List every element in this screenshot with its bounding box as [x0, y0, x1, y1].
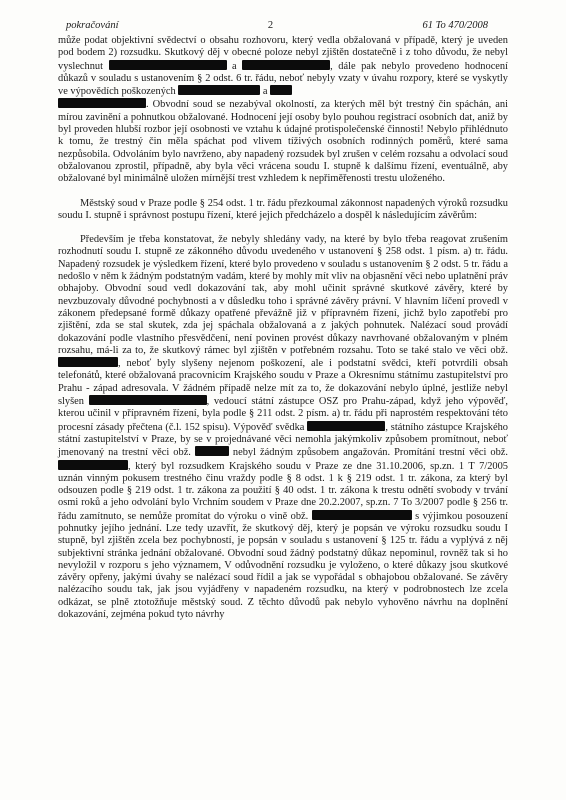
redaction-block — [58, 357, 118, 367]
redaction-block — [58, 98, 146, 108]
redaction-block — [195, 446, 229, 456]
redaction-block — [58, 460, 128, 470]
page-header — [58, 20, 508, 31]
redaction-block — [307, 421, 385, 431]
redaction-block — [89, 395, 207, 405]
redaction-block — [178, 85, 260, 95]
header-case-number: 61 To 470/2008 — [422, 20, 488, 31]
redaction-block — [312, 510, 412, 520]
header-continuation: pokračování — [66, 20, 119, 31]
paragraph-findings: Především je třeba konstatovat, že nebyly shledány vady, na které by bylo třeba reagovat zrušením rozhodnutí soudu I. stupně ze zákonného důvodu uvedeného v ustanovení § 258 odst. 1 písm. a) tr. řádu. Napadený rozsudek je výsledkem řízení, které bylo provedeno v souladu s ustanovením § 2 odst. 5 tr. řádu a nedošlo v něm k žádným podstatným vadám, které by mohly mít vliv na objasnění věci nebo uplatnění práv obhajoby. Obvodní soud vedl dokazování tak, aby mohl učinit správné skutkové závěry, které by nevzbuzovaly důvodné pochybnosti a v důsledku toho i správné závěry právní. V hlavním líčení provedl v zákonem předepsané formě důkazy opatřené převážně již v přípravném řízení, jichž bylo zapotřebí pro zjištění, zda se stal skutek, zda jej spáchala obžalovaná a z jakých pohnutek. Nalézací soud provádí dokazování podle vlastního přesvědčení, není povinen provést důkazy navrhované obžalovaným v plném rozsahu, má-li za to, že skutkový rámec byl zjištěn v potřebném rozsahu. Toto se také stalo ve věci obž. , neboť byly slyšeny nejenom poškození, ale i podstatní svědci, kteří potvrdili obsah telefonátů, které obžalovaná pracovnicím Krajského soudu v Praze a Okresnímu státnímu zastupitelství pro Prahu - západ adresovala. V žádném případě nelze mít za to, že dokazování nebylo úplné, jestliže nebyl slyšen , vedoucí státní zástupce OSZ pro Prahu-západ, když jeho výpověď, kterou učinil v přípravném řízení, byla podle § 211 odst. 2 písm. a) tr. řádu při naprostém respektování této procesní zásady přečtena (č.l. 152 spisu). Výpověď svědka , státního zástupce Krajského státní zastupitelství v Praze, by se v projednávané věci nemohla jakýmkoliv způsobem promítnout, neboť jmenovaný na trestní věci obž. nebyl žádným způsobem angažován. Promítání trestní věci obž. , který byl rozsudkem Krajského soudu v Praze ze dne 31.10.2006, sp.zn. 1 T 7/2005 uznán vinným pokusem trestného činu vraždy podle § 8 odst. 1 k § 219 odst. 1 tr. zákona, za který byl odsouzen podle § 219 odst. 1 tr. zákona za použití § 40 odst. 1 tr. zákona k trestu odnětí svobody v trvání osmi roků a jeho odvolání bylo Vrchním soudem v Praze dne 20.2.2007, sp.zn. 7 To 3/2007 podle § 256 tr. řádu zamítnuto, se nemůže promítat do výroku o vině obž. s výjimkou posouzení pohnutky jejího jednání. Lze tedy uzavřít, že skutkový děj, který je popsán ve výroku rozsudku soudu I stupně, byl zjištěn zcela bez pochybností, je popsán v souladu s ustanovení § 125 tr. řádu a vyplývá z něj subjektivní stránka jednání obžalované. Obvodní soud žádný podstatný důkaz nepominul, rovněž tak si ho nevyložil v rozporu s jeho významem, V odůvodnění rozsudku je vyloženo, o které důkazy jsou skutkové závěry opřeny, jakými úvahy se nalézací soud řídil a jak se vypořádal s obhajobou obžalované. Se závěry nalézacího soudu tak, jak jsou vyjádřeny v napadeném rozsudku, na který v podrobnostech lze zcela odkázat, se plně ztotožňuje městský soud. Z těchto důvodů pak nebylo vyhověno návrhu na doplnění dokazování, zejména pokud tyto návrhy — [58, 234, 509, 621]
header-page-number: 2 — [267, 20, 274, 31]
redaction-block — [270, 85, 292, 95]
redaction-block — [242, 60, 330, 70]
paragraph-appeal-arguments: může podat objektivní svědectví o obsahu rozhovoru, který vedla obžalovaná v případě, který je uveden pod bodem 2) rozsudku. Skutkový děj v obecné poloze nebyl zjištěn dostatečně i z toho důvodu, že nebyl vyslechnut a , dále pak nebylo provedeno hodnocení důkazů v souladu s ustanovením § 2 odst. 6 tr. řádu, neboť nebyly vzaty v úvahu rozpory, které se vyskytly ve výpovědích poškozených a . Obvodní soud se nezabýval okolností, za kterých měl být trestný čin spáchán, ani mírou zavinění a pohnutkou obžalované. Hodnocení její osoby bylo pouhou registrací osobních dat, aniž by byl proveden hlubší rozbor její osobnosti ve vztahu k údajné protispolečenské činnosti! Nebylo přihlédnuto k tomu, že trestný čin měla spáchat pod vlivem tíživých osobních rodinných poměrů, které sama nezpůsobila. Odvoláním bylo navrženo, aby napadený rozsudek byl zrušen v celém rozsahu a odvolací soud obžalovanou zprostil, případně, aby byla věci vrácena soudu I. stupně k dalšímu řízení, eventuálně, aby obžalované byl minimálně uložen mírnější trest vzhledem k nepřiměřenosti trestu uloženého. — [58, 35, 508, 185]
paragraph-court-review: Městský soud v Praze podle § 254 odst. 1 tr. řádu přezkoumal zákonnost napadených výroků rozsudku soudu I. stupně i správnost postupu řízení, které jejich předcházelo a dospěl k následujícím závěrům: — [58, 197, 508, 221]
redaction-block — [109, 60, 227, 70]
